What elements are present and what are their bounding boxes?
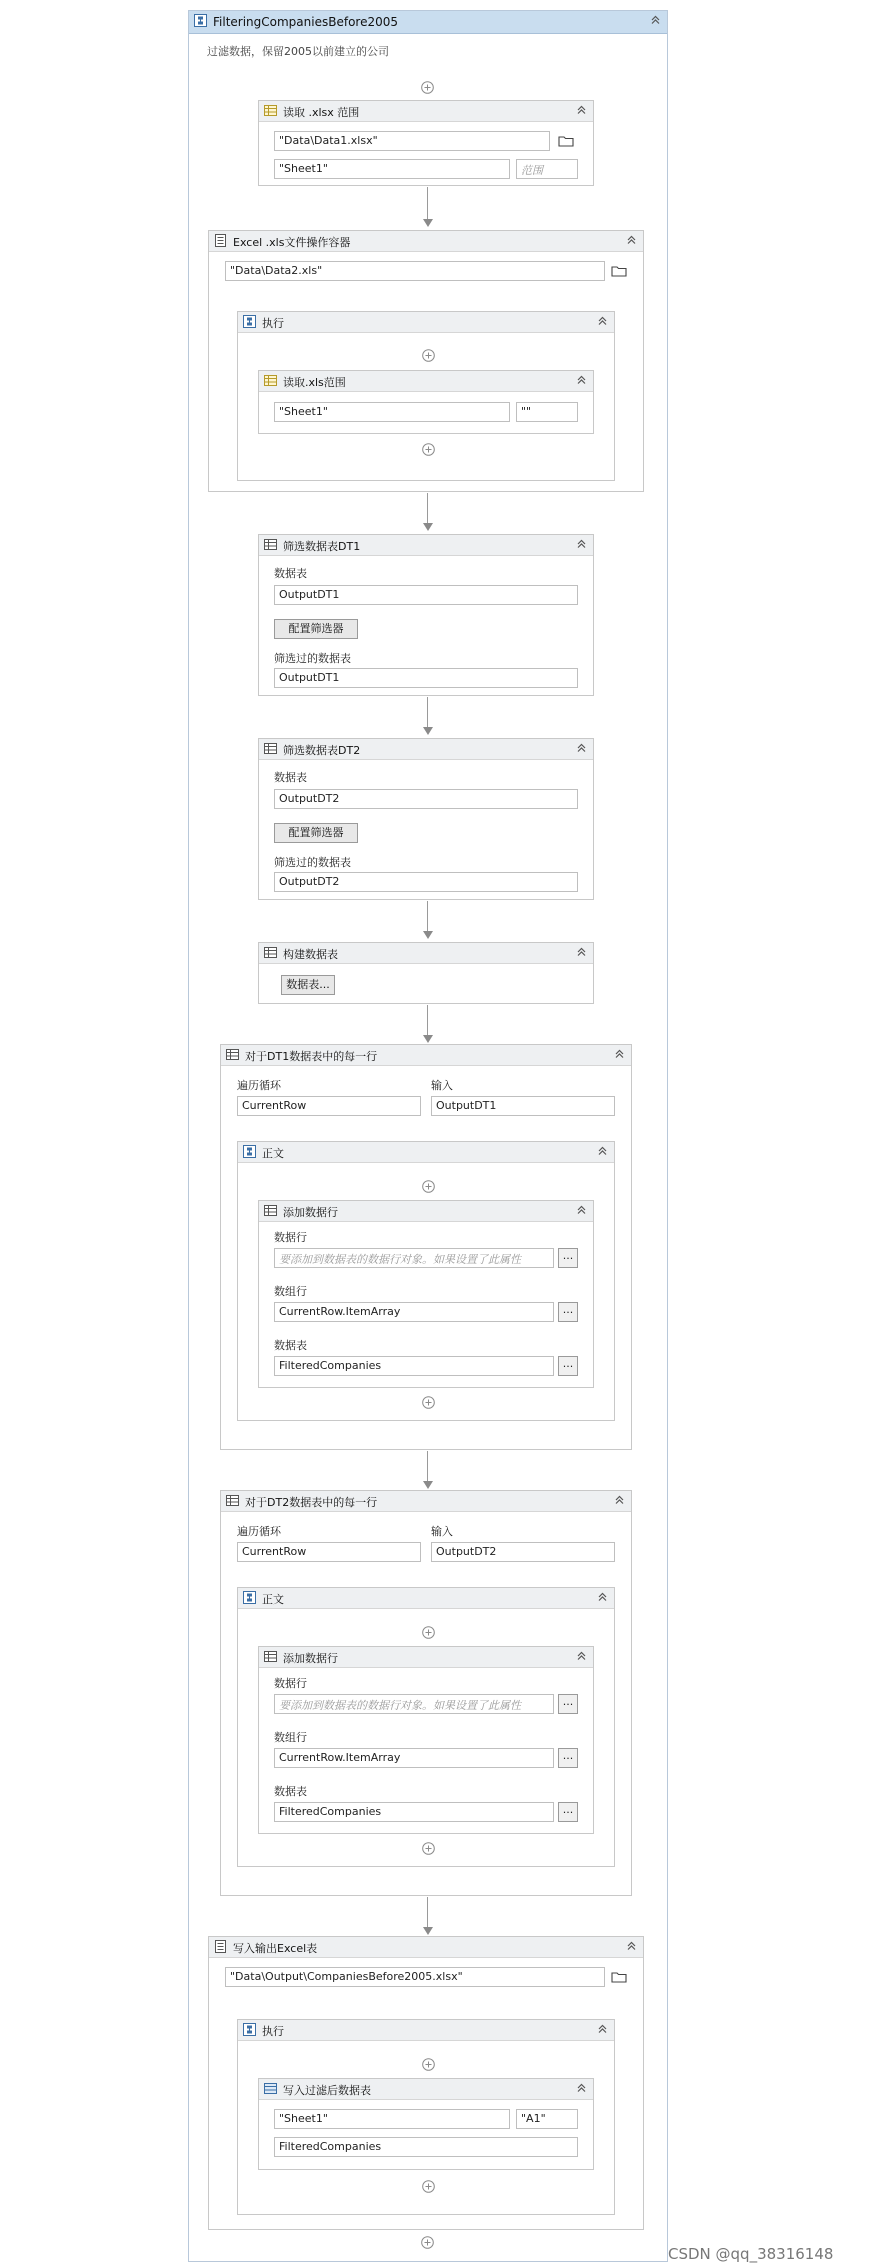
execute-sequence-header[interactable]	[238, 2020, 614, 2041]
datatable-label: 数据表	[274, 1785, 307, 1798]
excel-read-icon	[264, 374, 277, 387]
add-data-row-title: 添加数据行	[283, 1652, 338, 1665]
datatable-icon	[264, 538, 277, 551]
chevron-up-icon[interactable]	[614, 1048, 625, 1059]
add-activity-icon[interactable]	[422, 1842, 435, 1855]
read-xlsx-activity[interactable]	[258, 100, 594, 186]
configure-filter-button[interactable]: 配置筛选器	[274, 823, 358, 843]
chevron-up-icon[interactable]	[576, 1650, 587, 1661]
chevron-up-icon[interactable]	[597, 1145, 608, 1156]
datatable-editor-button[interactable]: 数据表...	[281, 975, 335, 995]
chevron-up-icon[interactable]	[576, 538, 587, 549]
foreach-label: 遍历循环	[237, 1525, 281, 1538]
root-sequence-header[interactable]	[189, 11, 667, 34]
build-datatable-header[interactable]	[259, 943, 593, 964]
execute-title: 执行	[262, 317, 284, 330]
write-range-title: 写入过滤后数据表	[283, 2084, 371, 2097]
body-sequence-header[interactable]	[238, 1588, 614, 1609]
execute-sequence-header[interactable]	[238, 312, 614, 333]
body-title: 正文	[262, 1593, 284, 1606]
output-datatable-field[interactable]: OutputDT1	[274, 668, 578, 688]
read-xlsx-title: 读取 .xlsx 范围	[283, 106, 360, 119]
workbook-path-input[interactable]: "Data\Data1.xlsx"	[274, 131, 550, 151]
array-row-more-button[interactable]: ...	[558, 1748, 578, 1768]
sequence-icon	[243, 1591, 256, 1604]
build-datatable-title: 构建数据表	[283, 948, 338, 961]
datatable-icon	[264, 1204, 277, 1217]
add-data-row-activity[interactable]	[258, 1646, 594, 1834]
sequence-icon	[243, 1145, 256, 1158]
excel-read-icon	[264, 104, 277, 117]
datatable-label: 数据表	[274, 1339, 307, 1352]
write-excel-header[interactable]	[209, 1937, 643, 1958]
filtered-datatable-label: 筛选过的数据表	[274, 856, 351, 869]
chevron-up-icon[interactable]	[626, 234, 637, 245]
sheet-name-input[interactable]: "Sheet1"	[274, 2109, 510, 2129]
add-data-row-title: 添加数据行	[283, 1206, 338, 1219]
sheet-name-input[interactable]: "Sheet1"	[274, 402, 510, 422]
array-row-input[interactable]: CurrentRow.ItemArray	[274, 1302, 554, 1322]
data-row-more-button[interactable]: ...	[558, 1694, 578, 1714]
connector-arrow	[423, 727, 433, 735]
data-row-more-button[interactable]: ...	[558, 1248, 578, 1268]
add-activity-icon[interactable]	[422, 443, 435, 456]
datatable-icon	[226, 1048, 239, 1061]
input-datatable-field[interactable]: OutputDT1	[274, 585, 578, 605]
chevron-up-icon[interactable]	[576, 104, 587, 115]
data-row-label: 数据行	[274, 1677, 307, 1690]
write-range-icon	[264, 2082, 277, 2095]
data-row-input[interactable]: 要添加到数据表的数据行对象。如果设置了此属性	[274, 1248, 554, 1268]
add-activity-icon[interactable]	[422, 1396, 435, 1409]
connector-arrow	[423, 523, 433, 531]
chevron-up-icon[interactable]	[650, 14, 661, 25]
iterator-variable-input[interactable]: CurrentRow	[237, 1096, 421, 1116]
root-description: 过滤数据，保留2005以前建立的公司	[207, 45, 389, 58]
filter-datatable-dt2-activity[interactable]	[258, 738, 594, 900]
datatable-icon	[264, 946, 277, 959]
datatable-icon	[226, 1494, 239, 1507]
add-data-row-activity[interactable]	[258, 1200, 594, 1388]
filter-dt1-title: 筛选数据表DT1	[283, 540, 361, 553]
input-label: 输入	[431, 1525, 453, 1538]
foreach-row-dt2-activity[interactable]	[220, 1490, 632, 1896]
read-xls-activity[interactable]	[258, 370, 594, 434]
array-row-input[interactable]: CurrentRow.ItemArray	[274, 1748, 554, 1768]
add-activity-icon[interactable]	[422, 1180, 435, 1193]
body-sequence-header[interactable]	[238, 1142, 614, 1163]
chevron-up-icon[interactable]	[576, 742, 587, 753]
workbook-path-input[interactable]: "Data\Data2.xls"	[225, 261, 605, 281]
read-xlsx-header[interactable]	[259, 101, 593, 122]
excel-scope-title: Excel .xls文件操作容器	[233, 236, 351, 249]
array-row-label: 数组行	[274, 1285, 307, 1298]
foreach-dt2-title: 对于DT2数据表中的每一行	[245, 1496, 378, 1509]
add-activity-icon[interactable]	[421, 2236, 434, 2249]
input-label: 输入	[431, 1079, 453, 1092]
add-activity-icon[interactable]	[422, 349, 435, 362]
datatable-input[interactable]: FilteredCompanies	[274, 1356, 554, 1376]
connector-arrow	[423, 931, 433, 939]
input-datatable-field[interactable]: OutputDT1	[431, 1096, 615, 1116]
data-row-input[interactable]: 要添加到数据表的数据行对象。如果设置了此属性	[274, 1694, 554, 1714]
body-sequence	[237, 1587, 615, 1867]
foreach-row-dt1-activity[interactable]	[220, 1044, 632, 1450]
add-activity-icon[interactable]	[421, 81, 434, 94]
datatable-more-button[interactable]: ...	[558, 1356, 578, 1376]
foreach-dt1-title: 对于DT1数据表中的每一行	[245, 1050, 378, 1063]
folder-icon[interactable]	[609, 1967, 629, 1987]
read-xls-title: 读取.xls范围	[283, 376, 346, 389]
datatable-input[interactable]: FilteredCompanies	[274, 1802, 554, 1822]
datatable-input[interactable]: FilteredCompanies	[274, 2137, 578, 2157]
sequence-icon	[194, 14, 207, 27]
foreach-label: 遍历循环	[237, 1079, 281, 1092]
sheet-name-input[interactable]: "Sheet1"	[274, 159, 510, 179]
configure-filter-button[interactable]: 配置筛选器	[274, 619, 358, 639]
connector-arrow	[423, 219, 433, 227]
sequence-icon	[243, 315, 256, 328]
chevron-up-icon[interactable]	[626, 1940, 637, 1951]
add-activity-icon[interactable]	[422, 2180, 435, 2193]
iterator-variable-input[interactable]: CurrentRow	[237, 1542, 421, 1562]
chevron-up-icon[interactable]	[597, 315, 608, 326]
folder-icon[interactable]	[609, 261, 629, 281]
add-activity-icon[interactable]	[422, 2058, 435, 2071]
execute-sequence	[237, 311, 615, 481]
body-sequence	[237, 1141, 615, 1421]
excel-scope-icon	[214, 234, 227, 247]
execute-sequence	[237, 2019, 615, 2215]
chevron-up-icon[interactable]	[597, 1591, 608, 1602]
sequence-icon	[243, 2023, 256, 2036]
datatable-more-button[interactable]: ...	[558, 1802, 578, 1822]
range-input[interactable]: ""	[516, 402, 578, 422]
input-datatable-field[interactable]: OutputDT2	[431, 1542, 615, 1562]
datatable-icon	[264, 742, 277, 755]
execute-title: 执行	[262, 2025, 284, 2038]
add-data-row-header[interactable]	[259, 1201, 593, 1222]
connector-arrow	[423, 1481, 433, 1489]
excel-scope-header[interactable]	[209, 231, 643, 252]
foreach-dt1-header[interactable]	[221, 1045, 631, 1066]
workbook-path-input[interactable]: "Data\Output\CompaniesBefore2005.xlsx"	[225, 1967, 605, 1987]
filter-datatable-dt1-activity[interactable]	[258, 534, 594, 696]
chevron-up-icon[interactable]	[597, 2023, 608, 2034]
datatable-label: 数据表	[274, 567, 307, 580]
chevron-up-icon[interactable]	[614, 1494, 625, 1505]
add-activity-icon[interactable]	[422, 1626, 435, 1639]
write-range-header[interactable]	[259, 2079, 593, 2100]
range-input[interactable]: 范围	[516, 159, 578, 179]
array-row-more-button[interactable]: ...	[558, 1302, 578, 1322]
filtered-datatable-label: 筛选过的数据表	[274, 652, 351, 665]
input-datatable-field[interactable]: OutputDT2	[274, 789, 578, 809]
build-datatable-activity[interactable]	[258, 942, 594, 1004]
output-datatable-field[interactable]: OutputDT2	[274, 872, 578, 892]
folder-icon[interactable]	[556, 131, 576, 151]
chevron-up-icon[interactable]	[576, 1204, 587, 1215]
chevron-up-icon[interactable]	[576, 374, 587, 385]
excel-scope-activity[interactable]	[208, 230, 644, 492]
foreach-dt2-header[interactable]	[221, 1491, 631, 1512]
connector-arrow	[423, 1035, 433, 1043]
root-sequence-title: FilteringCompaniesBefore2005	[213, 15, 399, 29]
array-row-label: 数组行	[274, 1731, 307, 1744]
filter-dt2-title: 筛选数据表DT2	[283, 744, 361, 757]
chevron-up-icon[interactable]	[576, 2082, 587, 2093]
filter-dt1-header[interactable]	[259, 535, 593, 556]
start-cell-input[interactable]: "A1"	[516, 2109, 578, 2129]
datatable-label: 数据表	[274, 771, 307, 784]
write-range-activity[interactable]	[258, 2078, 594, 2170]
connector-arrow	[423, 1927, 433, 1935]
write-excel-title: 写入输出Excel表	[233, 1942, 318, 1955]
write-excel-scope-activity[interactable]	[208, 1936, 644, 2230]
add-data-row-header[interactable]	[259, 1647, 593, 1668]
filter-dt2-header[interactable]	[259, 739, 593, 760]
body-title: 正文	[262, 1147, 284, 1160]
datatable-icon	[264, 1650, 277, 1663]
data-row-label: 数据行	[274, 1231, 307, 1244]
excel-scope-icon	[214, 1940, 227, 1953]
watermark: CSDN @qq_38316148	[668, 2245, 834, 2263]
read-xls-header[interactable]	[259, 371, 593, 392]
chevron-up-icon[interactable]	[576, 946, 587, 957]
